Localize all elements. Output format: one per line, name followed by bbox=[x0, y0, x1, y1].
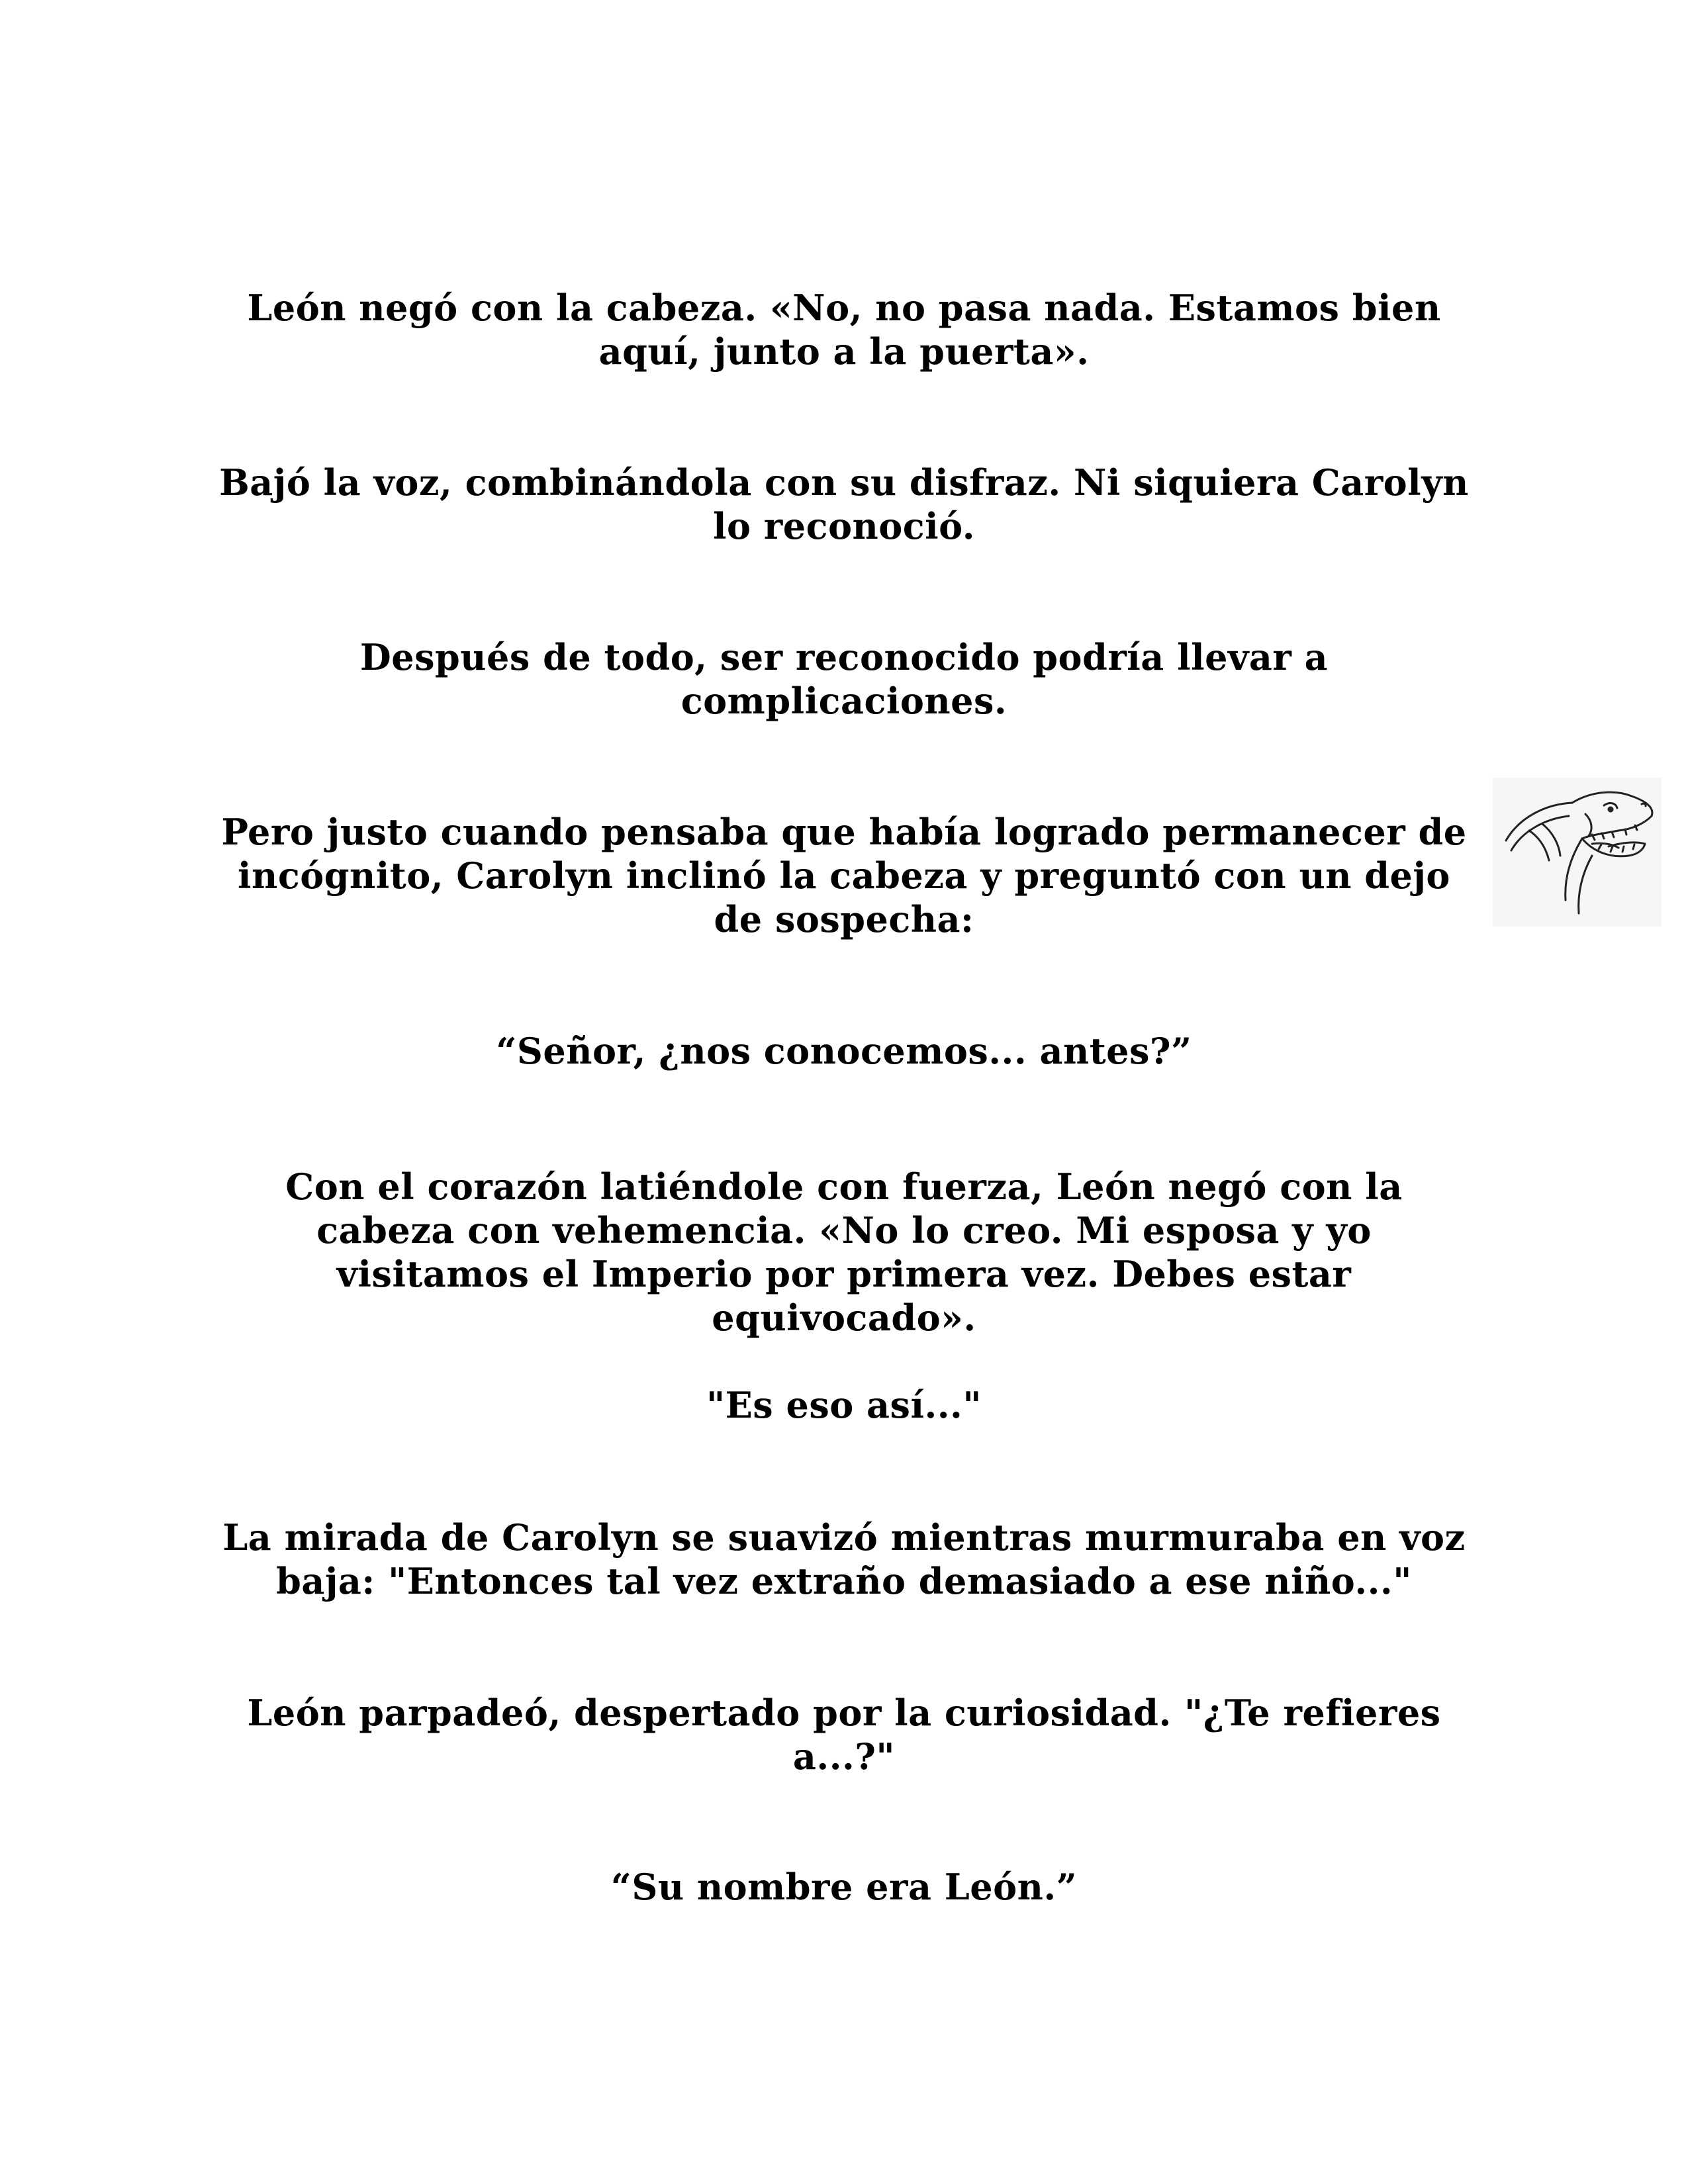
paragraph-7: "Es eso así..." bbox=[706, 1384, 982, 1426]
paragraph-6: Con el corazón latiéndole con fuerza, León negó con la cabeza con vehemencia. «No lo creo. Mi esposa y yo visitamos el Imperio por primera vez. Debes estar equivocado». bbox=[285, 1165, 1403, 1339]
paragraph-10: “Su nombre era León.” bbox=[610, 1866, 1078, 1908]
paragraph-8: La mirada de Carolyn se suavizó mientras murmuraba en voz baja: "Entonces tal vez extraño demasiado a ese niño..." bbox=[222, 1516, 1466, 1602]
paragraph-1: León negó con la cabeza. «No, no pasa nada. Estamos bien aquí, junto a la puerta». bbox=[247, 287, 1441, 373]
paragraph-4: Pero justo cuando pensaba que había logrado permanecer de incógnito, Carolyn inclinó la cabeza y preguntó con un dejo de sospecha: bbox=[221, 811, 1467, 940]
dinosaur-head-sketch-icon bbox=[1493, 778, 1662, 927]
paragraph-2: Bajó la voz, combinándola con su disfraz. Ni siquiera Carolyn lo reconoció. bbox=[219, 461, 1469, 547]
paragraph-5: “Señor, ¿nos conocemos... antes?” bbox=[496, 1030, 1192, 1072]
paragraph-9: León parpadeó, despertado por la curiosidad. "¿Te refieres a...?" bbox=[247, 1692, 1441, 1778]
paragraph-3: Después de todo, ser reconocido podría llevar a complicaciones. bbox=[359, 636, 1329, 722]
